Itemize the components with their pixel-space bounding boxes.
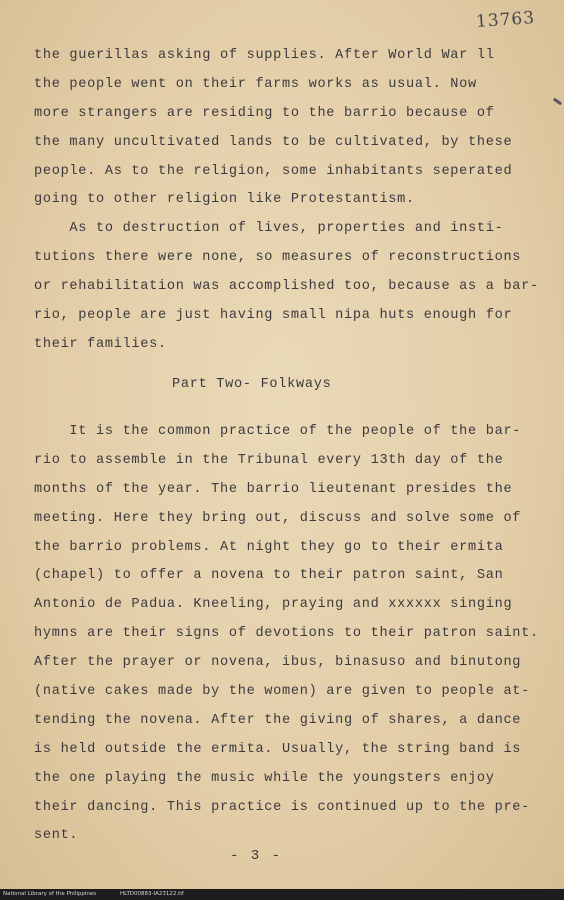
text-line: After the prayer or novena, ibus, binasuso and binutong (34, 655, 522, 671)
file-name: HLTD00883-IA23122.tif (120, 891, 184, 897)
ink-mark (553, 98, 562, 106)
page-number: - 3 - (230, 848, 283, 864)
text-line: tutions there were none, so measures of reconstructions (34, 250, 522, 266)
text-line: going to other religion like Protestantism. (34, 192, 415, 208)
section-heading: Part Two- Folkways (172, 377, 332, 392)
library-credit: National Library of the Philippines (3, 891, 97, 897)
archive-footer-bar (0, 889, 564, 900)
text-line: the people went on their farms works as usual. Now (34, 76, 477, 92)
text-line: their dancing. This practice is continued up to the pre- (34, 799, 531, 815)
text-line: the barrio problems. At night they go to their ermita (34, 539, 504, 555)
text-line: months of the year. The barrio lieutenant presides the (34, 481, 513, 497)
text-line: meeting. Here they bring out, discuss and solve some of (34, 510, 522, 526)
text-line: It is the common practice of the people of the bar- (34, 424, 522, 439)
text-line: people. As to the religion, some inhabitants seperated (34, 163, 513, 179)
body-text-top (34, 42, 540, 360)
text-line: (chapel) to offer a novena to their patron saint, San (34, 568, 504, 584)
text-line: (native cakes made by the women) are given to people at- (34, 684, 531, 700)
text-line: Antonio de Padua. Kneeling, praying and xxxxxx singing (34, 597, 513, 613)
text-line: the one playing the music while the youngsters enjoy (34, 770, 495, 786)
text-line: sent. (34, 828, 79, 844)
body-text-folkways (34, 418, 544, 851)
text-line: hymns are their signs of devotions to their patron saint. (34, 626, 539, 642)
text-line: or rehabilitation was accomplished too, because as a bar- (34, 279, 539, 295)
text-line: tending the novena. After the giving of shares, a dance (34, 712, 522, 728)
text-line: their families. (34, 336, 167, 352)
text-line: the guerillas asking of supplies. After World War ll (34, 48, 495, 63)
text-line: the many uncultivated lands to be cultivated, by these (34, 134, 513, 150)
text-line: rio, people are just having small nipa huts enough for (34, 308, 513, 324)
text-line: more strangers are residing to the barrio because of (34, 105, 495, 121)
text-line: rio to assemble in the Tribunal every 13th day of the (34, 452, 504, 468)
text-line: is held outside the ermita. Usually, the string band is (34, 741, 522, 757)
handwritten-reference-number: 13763 (475, 7, 536, 33)
text-line: As to destruction of lives, properties and insti- (34, 221, 504, 237)
